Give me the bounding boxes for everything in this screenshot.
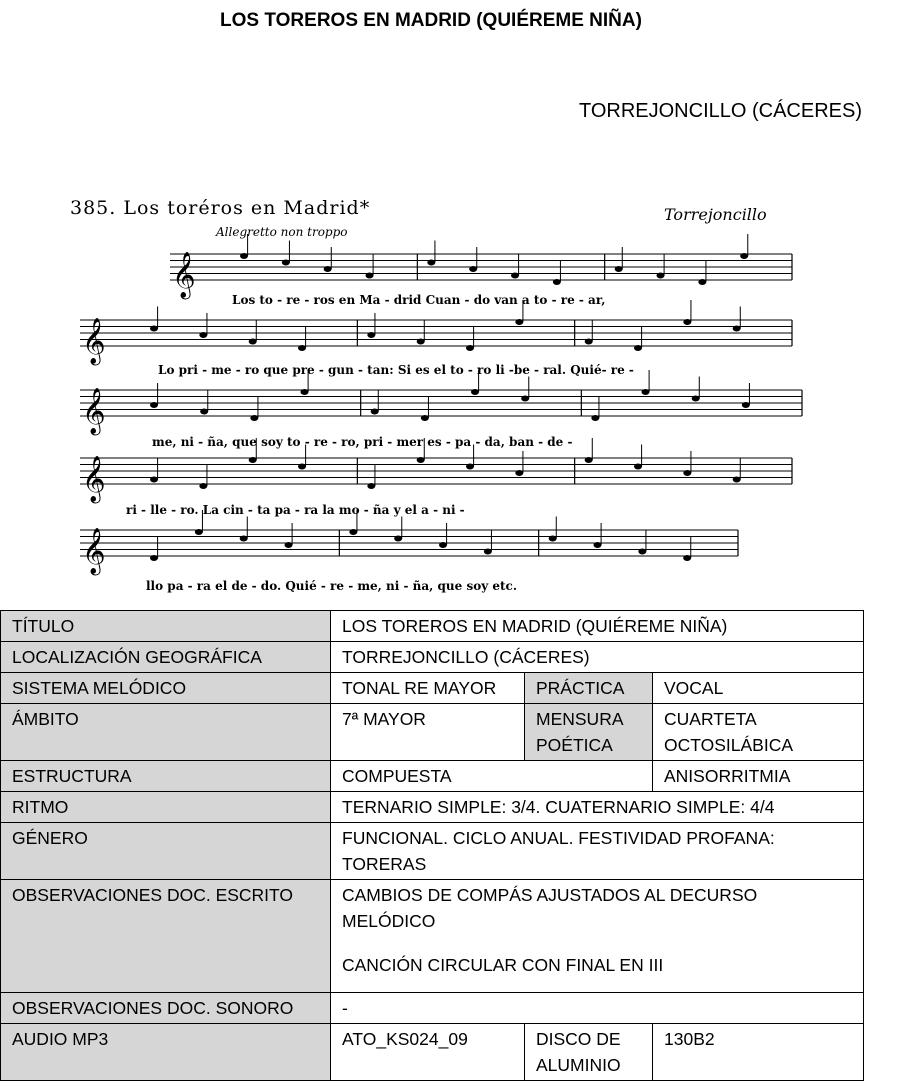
note-head (521, 396, 529, 402)
value-genero: FUNCIONAL. CICLO ANUAL. FESTIVIDAD PROFANA: TORERAS (331, 823, 864, 880)
location-heading: TORREJONCILLO (CÁCERES) (578, 100, 862, 122)
note-head (615, 266, 623, 272)
note-head (742, 402, 750, 408)
value-audio: ATO_KS024_09 (331, 1024, 525, 1081)
note-head (740, 253, 748, 259)
note-head (683, 319, 691, 325)
note-head (634, 464, 642, 470)
treble-clef-icon: 𝄞 (172, 252, 196, 298)
treble-clef-icon: 𝄞 (82, 456, 106, 502)
note-head (240, 536, 248, 542)
row-genero (1, 823, 864, 880)
note-head (324, 266, 332, 272)
value-obs-sonoro: - (331, 993, 864, 1024)
note-head (349, 529, 357, 535)
note-head (683, 555, 691, 561)
note-head (466, 464, 474, 470)
obs-escrito-paragraph-2: CANCIÓN CIRCULAR CON FINAL EN III (342, 955, 664, 975)
note-head (439, 542, 447, 548)
note-head (200, 409, 208, 415)
label-estructura: ESTRUCTURA (1, 761, 331, 792)
note-head (698, 279, 706, 285)
staff-systems (80, 234, 802, 576)
note-head (240, 253, 248, 259)
document-title: LOS TOREROS EN MADRID (QUIÉREME NIÑA) (220, 10, 642, 31)
note-head (638, 549, 646, 555)
label-localizacion: LOCALIZACIÓN GEOGRÁFICA (1, 642, 331, 673)
value-practica: VOCAL (653, 673, 864, 704)
row-obs-escrito (1, 880, 864, 993)
value-mensura: CUARTETA OCTOSILÁBICA (653, 704, 864, 761)
lyric-line-3: me, ni - ña, que soy to - re - ro, pri - mer es - pa - da, ban - de - (152, 435, 573, 449)
value-sistema: TONAL RE MAYOR (331, 673, 525, 704)
note-head (634, 345, 642, 351)
note-head (585, 339, 593, 345)
row-sistema (1, 673, 864, 704)
note-head (421, 415, 429, 421)
note-head (515, 470, 523, 476)
obs-escrito-paragraph-1: CAMBIOS DE COMPÁS AJUSTADOS AL DECURSO MELÓDICO (342, 885, 758, 931)
row-ambito (1, 704, 864, 761)
label-ambito: ÁMBITO (1, 704, 331, 761)
note-head (371, 409, 379, 415)
value-localizacion: TORREJONCILLO (CÁCERES) (331, 642, 864, 673)
note-head (250, 415, 258, 421)
row-titulo (1, 611, 864, 642)
label-titulo: TÍTULO (1, 611, 331, 642)
note-head (285, 542, 293, 548)
label-sistema: SISTEMA MELÓDICO (1, 673, 331, 704)
music-score (66, 180, 806, 605)
lyric-line-2: Lo pri - me - ro que pre - gun - tan: Si es el to - ro li -be - ral. Quié- re - (158, 363, 634, 377)
row-localizacion (1, 642, 864, 673)
label-ritmo: RITMO (1, 792, 331, 823)
note-head (150, 326, 158, 332)
note-head (199, 332, 207, 338)
treble-clef-icon: 𝄞 (82, 318, 106, 364)
note-head (585, 457, 593, 463)
note-head (195, 529, 203, 535)
note-head (150, 555, 158, 561)
note-head (150, 477, 158, 483)
note-head (298, 345, 306, 351)
row-ritmo (1, 792, 864, 823)
row-estructura (1, 761, 864, 792)
value-titulo: LOS TOREROS EN MADRID (QUIÉREME NIÑA) (331, 611, 864, 642)
note-head (733, 326, 741, 332)
score-tempo: Allegretto non troppo (216, 225, 348, 239)
note-head (394, 536, 402, 542)
note-head (427, 260, 435, 266)
label-obs-escrito: OBSERVACIONES DOC. ESCRITO (1, 880, 331, 993)
label-genero: GÉNERO (1, 823, 331, 880)
note-head (471, 389, 479, 395)
note-head (511, 273, 519, 279)
row-audio (1, 1024, 864, 1081)
note-head (642, 389, 650, 395)
note-head (199, 483, 207, 489)
note-head (657, 273, 665, 279)
value-obs-escrito (331, 880, 864, 993)
row-obs-sonoro (1, 993, 864, 1024)
label-mensura: MENSURA POÉTICA (525, 704, 653, 761)
note-head (591, 415, 599, 421)
label-practica: PRÁCTICA (525, 673, 653, 704)
treble-clef-icon: 𝄞 (82, 528, 106, 574)
label-disco: DISCO DE ALUMINIO (525, 1024, 653, 1081)
treble-clef-icon: 𝄞 (82, 388, 106, 434)
note-head (594, 542, 602, 548)
note-head (549, 536, 557, 542)
note-head (298, 464, 306, 470)
note-head (683, 470, 691, 476)
value-estructura: COMPUESTA (331, 761, 653, 792)
note-head (282, 260, 290, 266)
lyric-line-5: llo pa - ra el de - do. Quié - re - me, ni - ña, que soy etc. (146, 579, 518, 593)
note-head (484, 549, 492, 555)
value-disco: 130B2 (653, 1024, 864, 1081)
score-heading: 385. Los toréros en Madrid* (70, 197, 371, 219)
note-head (469, 266, 477, 272)
value-anisorritmia: ANISORRITMIA (653, 761, 864, 792)
label-obs-sonoro: OBSERVACIONES DOC. SONORO (1, 993, 331, 1024)
lyric-line-1: Los to - re - ros en Ma - drid Cuan - do van a to - re - ar, (232, 293, 606, 307)
metadata-table (0, 610, 864, 1081)
value-ambito: 7ª MAYOR (331, 704, 525, 761)
note-head (301, 389, 309, 395)
note-head (417, 457, 425, 463)
note-head (466, 345, 474, 351)
note-head (249, 339, 257, 345)
label-audio: AUDIO MP3 (1, 1024, 331, 1081)
lyric-line-4: ri - lle - ro. La cin - ta pa - ra la mo - ña y el a - ni - (126, 503, 465, 517)
note-head (366, 273, 374, 279)
note-head (553, 279, 561, 285)
note-head (150, 402, 158, 408)
note-head (692, 396, 700, 402)
note-head (367, 483, 375, 489)
note-head (515, 319, 523, 325)
note-head (249, 457, 257, 463)
note-head (417, 339, 425, 345)
note-head (733, 477, 741, 483)
value-ritmo: TERNARIO SIMPLE: 3/4. CUATERNARIO SIMPLE: 4/4 (331, 792, 864, 823)
note-head (367, 332, 375, 338)
score-place: Torrejoncillo (664, 205, 767, 224)
